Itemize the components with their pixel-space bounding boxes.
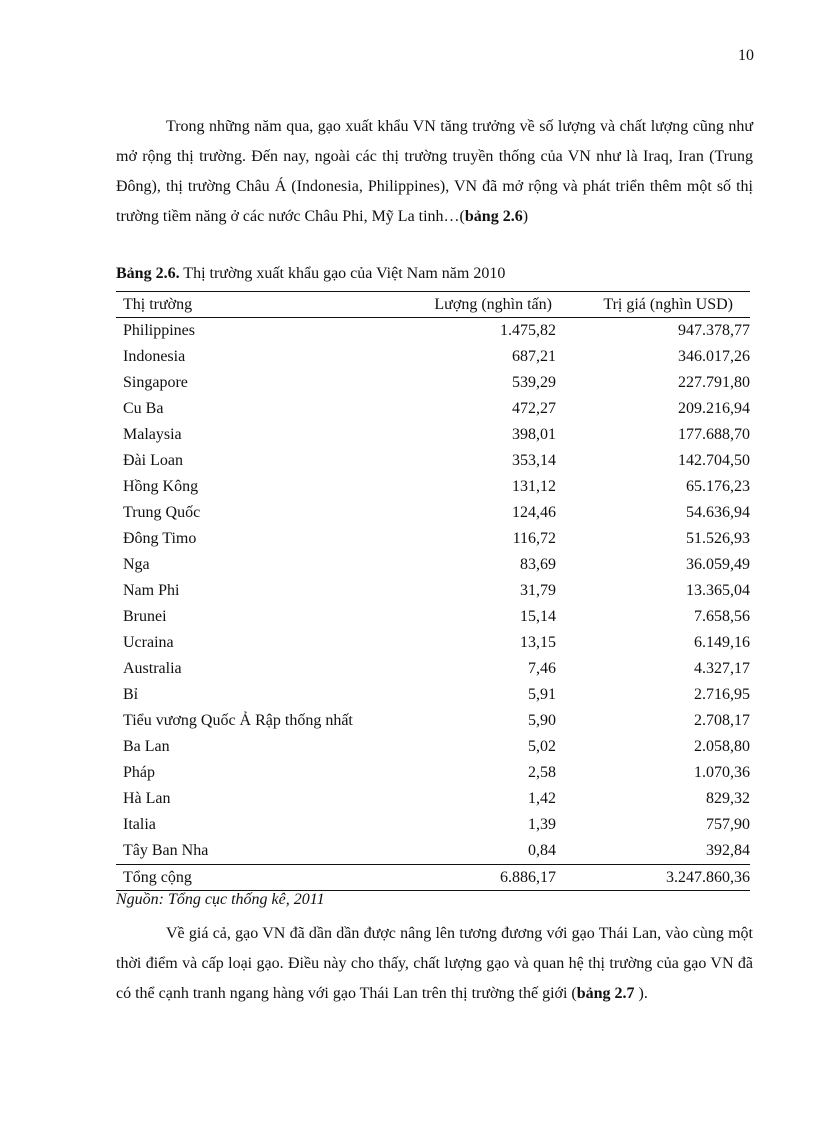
- row-value: 54.636,94: [686, 504, 750, 521]
- table-row: [116, 396, 750, 422]
- intro-paragraph-text: Trong những năm qua, gạo xuất khẩu VN tăng trưởng về số lượng và chất lượng cũng như mở rộng thị trường. Đến nay, ngoài các thị trường truyền thống của VN như là Iraq, Iran (Trung Đông), thị trường Châu Á (Indonesia, Philippines), VN đã mở rộng và phát triển thêm một số thị trường tiềm năng ở các nước Châu Phi, Mỹ La tinh…(: [116, 118, 753, 225]
- row-value: 757,90: [706, 816, 750, 833]
- table-caption: [116, 263, 505, 285]
- row-value: 2.058,80: [694, 738, 750, 755]
- row-market: Tiểu vương Quốc Ả Rập thống nhất: [123, 712, 353, 729]
- row-value: 209.216,94: [678, 400, 750, 417]
- row-market: Nga: [123, 556, 150, 573]
- row-value: 2.708,17: [694, 712, 750, 729]
- row-quantity: 1.475,82: [499, 322, 556, 339]
- row-value: 13.365,04: [686, 582, 750, 599]
- table-row: [116, 344, 750, 370]
- table-row: [116, 786, 750, 812]
- row-market: Tây Ban Nha: [123, 842, 209, 859]
- table-header-row: [116, 292, 750, 318]
- table-row: [116, 812, 750, 838]
- total-quantity: 6.886,17: [408, 865, 556, 891]
- row-market: Đông Timo: [123, 530, 197, 547]
- row-value: 6.149,16: [694, 634, 750, 651]
- table-row: [116, 318, 750, 345]
- row-quantity: 124,46: [511, 504, 556, 521]
- row-value: 392,84: [706, 842, 750, 859]
- row-quantity: 1,39: [527, 816, 556, 833]
- row-quantity: 131,12: [511, 478, 556, 495]
- row-quantity: 83,69: [519, 556, 556, 573]
- row-quantity: 5,91: [527, 686, 556, 703]
- row-value: 227.791,80: [678, 374, 750, 391]
- table-row: [116, 682, 750, 708]
- row-value: 829,32: [706, 790, 750, 807]
- table-body: [116, 318, 750, 865]
- row-value: 947.378,77: [678, 322, 750, 339]
- row-value: 51.526,93: [686, 530, 750, 547]
- row-value: 7.658,56: [694, 608, 750, 625]
- row-quantity: 687,21: [511, 348, 556, 365]
- closing-paragraph-text: Về giá cả, gạo VN đã dần dần được nâng lên tương đương với gạo Thái Lan, vào cùng một thời điểm và cấp loại gạo. Điều này cho thấy, chất lượng gạo và quan hệ thị trường của gạo VN đã có thể cạnh tranh ngang hàng với gạo Thái Lan trên thị trường thế giới (: [116, 925, 753, 1002]
- table-row: [116, 474, 750, 500]
- row-value: 1.070,36: [694, 764, 750, 781]
- table-row: [116, 734, 750, 760]
- row-market: Philippines: [123, 322, 196, 339]
- table-row: [116, 604, 750, 630]
- row-quantity: 15,14: [519, 608, 556, 625]
- row-market: Ucraina: [123, 634, 174, 651]
- header-value: Trị giá (nghìn USD): [556, 292, 750, 318]
- total-value: 3.247.860,36: [556, 865, 750, 891]
- table-row: [116, 760, 750, 786]
- row-quantity: 0,84: [527, 842, 556, 859]
- row-value: 177.688,70: [678, 426, 750, 443]
- row-quantity: 398,01: [511, 426, 556, 443]
- row-quantity: 472,27: [511, 400, 556, 417]
- row-value: 346.017,26: [678, 348, 750, 365]
- row-quantity: 2,58: [527, 764, 556, 781]
- row-value: 4.327,17: [694, 660, 750, 677]
- row-value: 2.716,95: [694, 686, 750, 703]
- intro-paragraph-tail: ): [522, 208, 529, 225]
- page-number: 10: [738, 47, 754, 64]
- table-row: [116, 578, 750, 604]
- table-row: [116, 422, 750, 448]
- header-market: Thị trường: [116, 292, 408, 318]
- row-market: Italia: [123, 816, 156, 833]
- table-row: [116, 630, 750, 656]
- rice-export-table: [116, 291, 750, 891]
- table-row: [116, 448, 750, 474]
- row-market: Malaysia: [123, 426, 182, 443]
- row-value: 36.059,49: [686, 556, 750, 573]
- row-value: 142.704,50: [678, 452, 750, 469]
- row-quantity: 7,46: [527, 660, 556, 677]
- intro-paragraph: [116, 112, 753, 232]
- closing-table-reference: bảng 2.7: [576, 985, 635, 1002]
- row-quantity: 13,15: [519, 634, 556, 651]
- source-note: Nguồn: Tổng cục thống kê, 2011: [116, 891, 325, 908]
- row-quantity: 5,02: [527, 738, 556, 755]
- row-quantity: 5,90: [527, 712, 556, 729]
- table-row: [116, 656, 750, 682]
- closing-paragraph: [116, 919, 753, 1009]
- closing-paragraph-tail: ).: [634, 985, 648, 1002]
- row-quantity: 116,72: [512, 530, 556, 547]
- row-quantity: 353,14: [511, 452, 556, 469]
- header-quantity: Lượng (nghìn tấn): [408, 292, 556, 318]
- table-caption-title: Thị trường xuất khẩu gạo của Việt Nam năm 2010: [183, 265, 506, 282]
- row-market: Hồng Kông: [123, 478, 199, 495]
- row-market: Nam Phi: [123, 582, 180, 599]
- row-quantity: 539,29: [511, 374, 556, 391]
- table-row: [116, 526, 750, 552]
- table-total-row: [116, 865, 750, 891]
- row-market: Australia: [123, 660, 182, 677]
- total-label: Tổng cộng: [116, 865, 408, 891]
- table-row: [116, 708, 750, 734]
- table-row: [116, 838, 750, 865]
- row-market: Brunei: [123, 608, 167, 625]
- row-market: Ba Lan: [123, 738, 170, 755]
- row-market: Bỉ: [123, 686, 139, 703]
- row-market: Hà Lan: [123, 790, 171, 807]
- row-market: Indonesia: [123, 348, 186, 365]
- row-value: 65.176,23: [686, 478, 750, 495]
- row-market: Singapore: [123, 374, 188, 391]
- table-caption-label: Bảng 2.6.: [116, 265, 180, 282]
- table-row: [116, 500, 750, 526]
- row-market: Đài Loan: [123, 452, 183, 469]
- row-market: Pháp: [123, 764, 155, 781]
- row-market: Trung Quốc: [123, 504, 201, 521]
- table-row: [116, 552, 750, 578]
- row-quantity: 31,79: [519, 582, 556, 599]
- row-quantity: 1,42: [527, 790, 556, 807]
- table-row: [116, 370, 750, 396]
- intro-table-reference: bảng 2.6: [464, 208, 523, 225]
- row-market: Cu Ba: [123, 400, 164, 417]
